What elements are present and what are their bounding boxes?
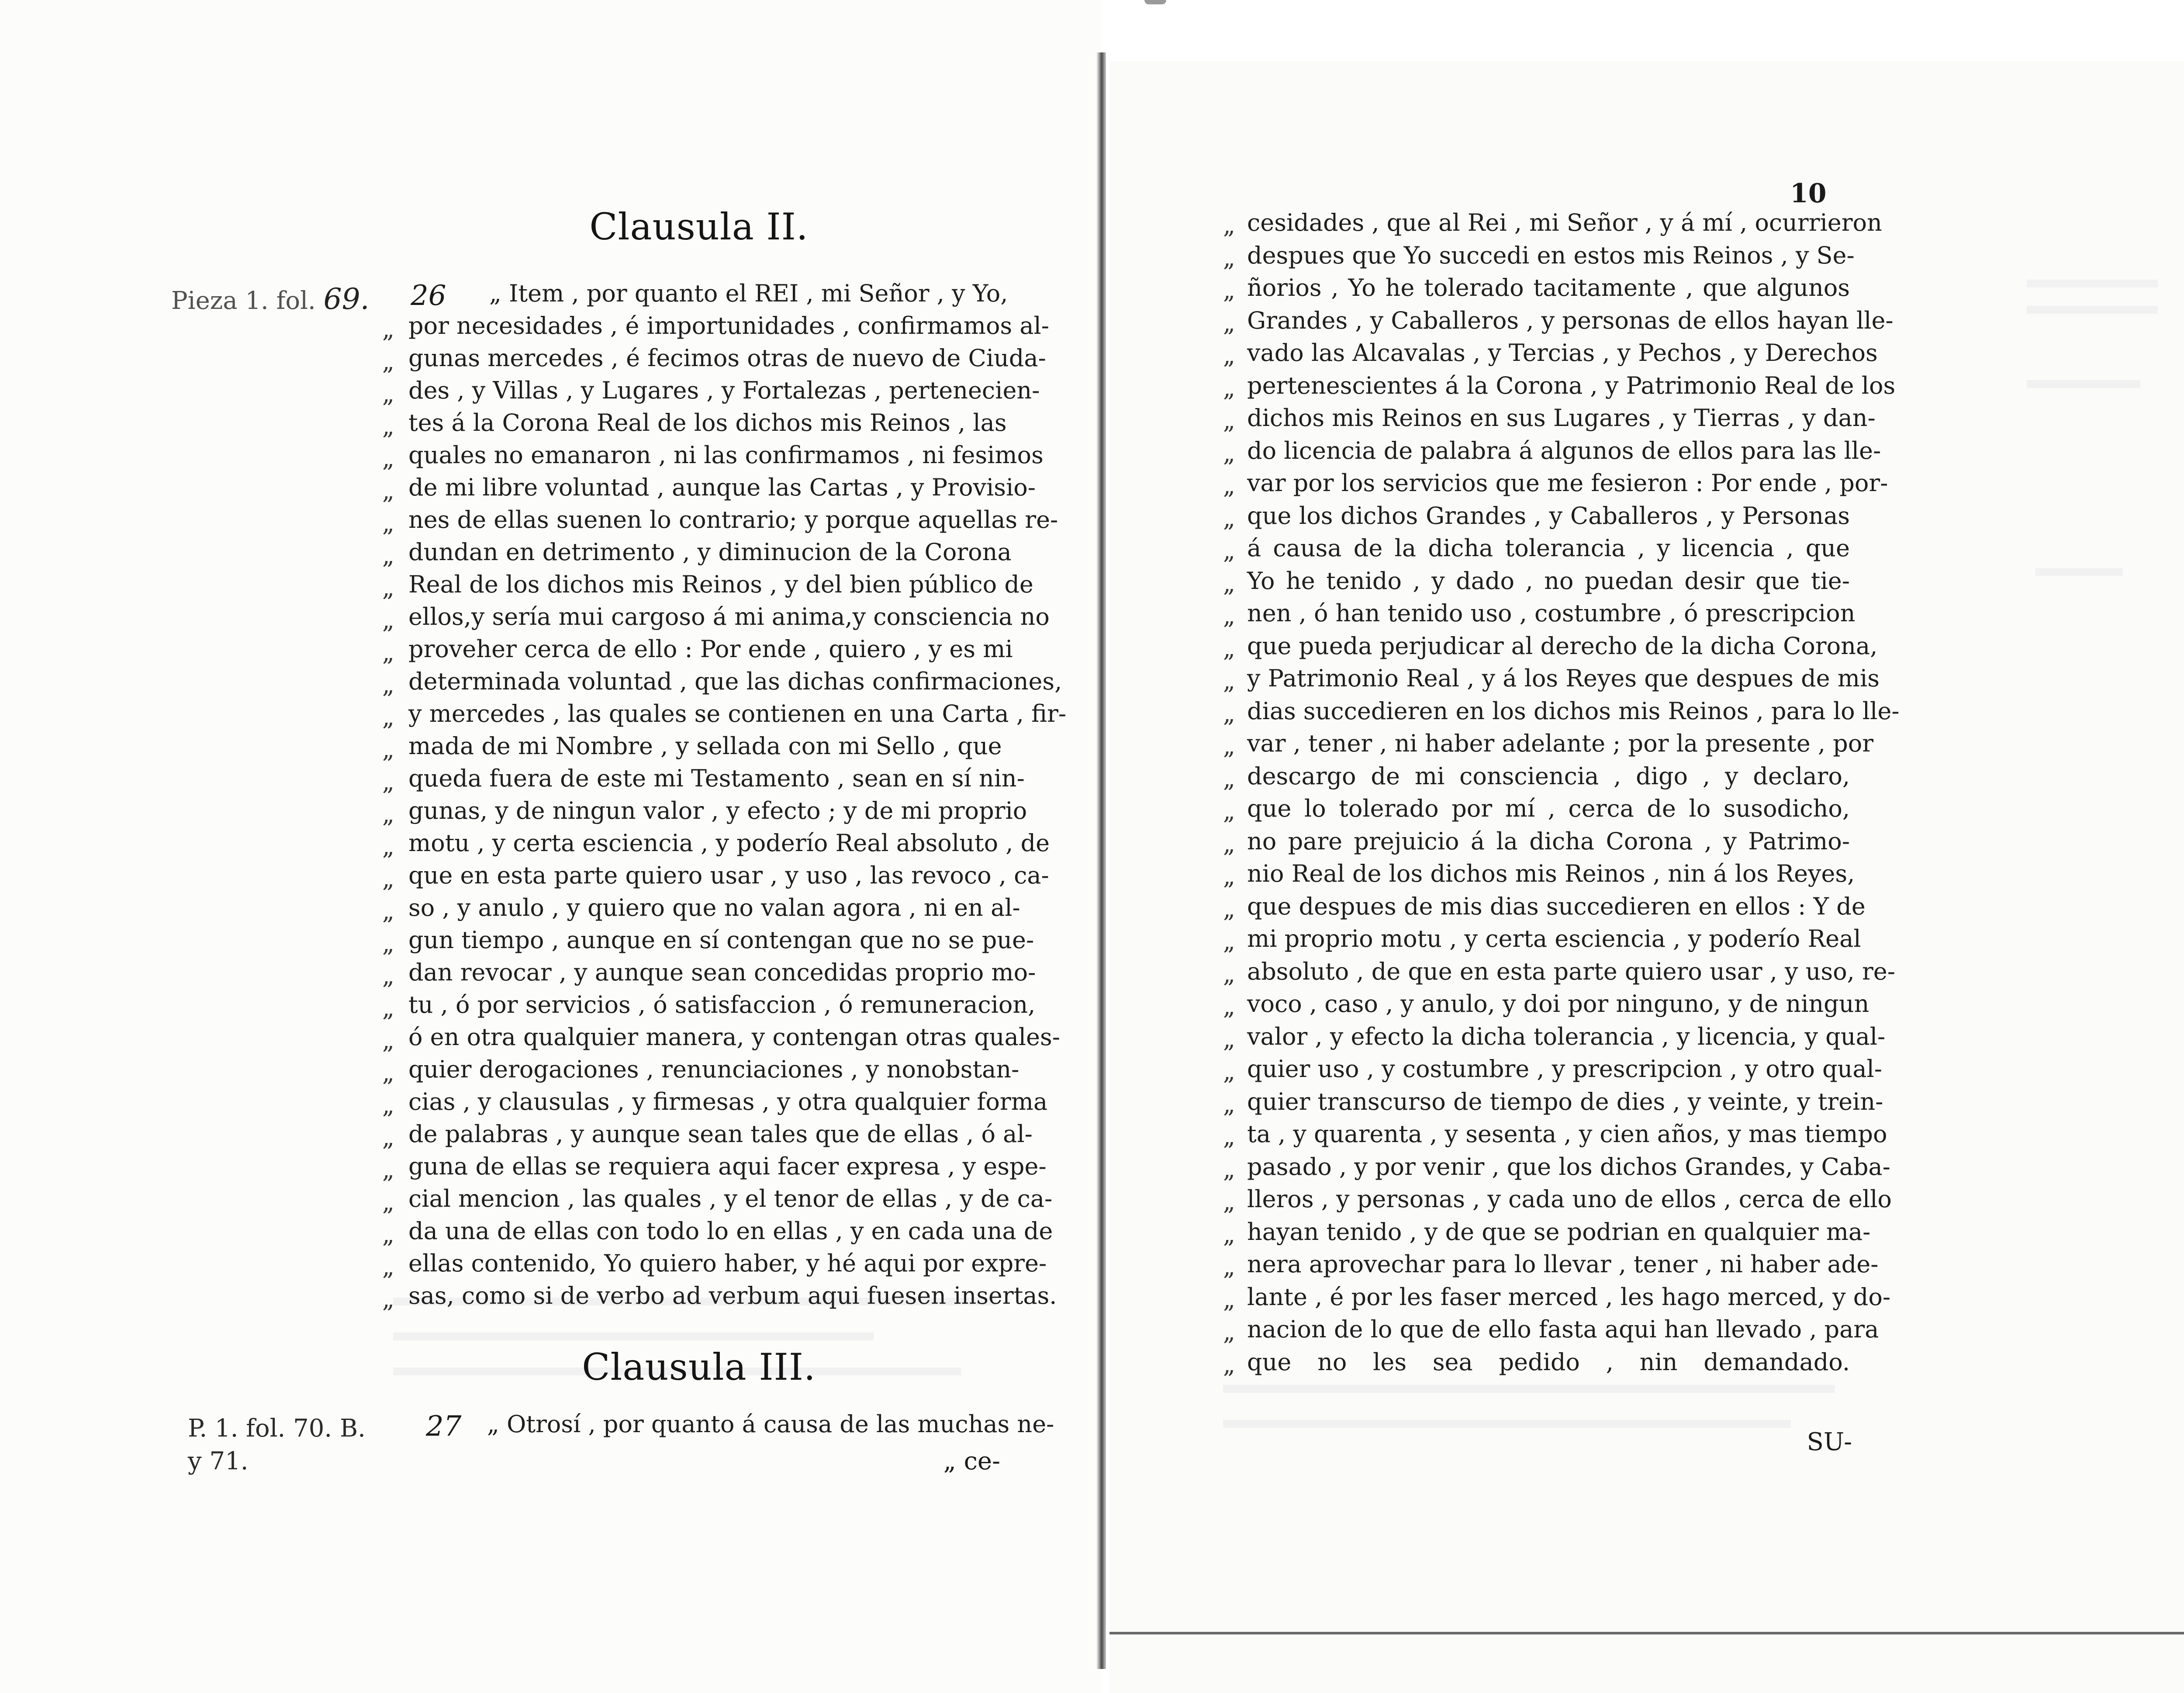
quote-mark: „ — [1223, 895, 1235, 923]
text-line: mi proprio motu , y certa esciencia , y poderío Real — [1247, 925, 1861, 952]
text-line: tes á la Corona Real de los dichos mis Reinos , las — [408, 409, 1007, 436]
text-line: motu , y certa esciencia , y poderío Real absoluto , de — [408, 829, 1050, 857]
bleed-through-mark — [1223, 1385, 1835, 1393]
quote-mark: „ — [382, 1027, 394, 1054]
quote-mark: „ — [382, 833, 394, 860]
quote-mark: „ — [382, 412, 394, 440]
quote-mark: „ — [382, 1059, 394, 1087]
clause-heading-3: Clausula III. — [582, 1346, 816, 1388]
quote-mark: „ — [382, 897, 394, 925]
quote-mark: „ — [382, 1285, 394, 1313]
text-line: y mercedes , las quales se contienen en una Carta , fir- — [408, 700, 1067, 727]
text-line: dias succedieren en los dichos mis Reinos , para lo lle- — [1247, 697, 1900, 725]
quote-mark: „ — [382, 1156, 394, 1184]
quote-mark: „ — [1223, 797, 1235, 825]
quote-mark: „ — [1223, 1318, 1235, 1346]
quote-mark: „ — [1223, 634, 1235, 662]
quote-mark: „ — [1223, 244, 1235, 272]
quote-mark: „ — [1223, 1220, 1235, 1248]
text-line: nera aprovechar para lo llevar , tener , ni haber ade- — [1247, 1250, 1879, 1278]
text-line: nen , ó han tenido uso , costumbre , ó prescripcion — [1247, 599, 1856, 627]
quote-mark: „ — [382, 736, 394, 763]
text-line: por necesidades , é importunidades , confirmamos al- — [408, 312, 1050, 339]
quote-mark: „ — [1223, 1058, 1235, 1085]
text-line: queda fuera de este mi Testamento , sean en sí nin- — [408, 765, 1025, 792]
quote-mark: „ — [382, 703, 394, 731]
quote-mark: „ — [382, 1253, 394, 1281]
quote-mark: „ — [382, 445, 394, 472]
quote-mark: „ — [382, 768, 394, 796]
margin-reference-1 — [171, 280, 370, 321]
quote-mark: „ — [1223, 211, 1235, 239]
quote-mark: „ — [1223, 407, 1235, 434]
text-line: so , y anulo , y quiero que no valan agora , ni en al- — [408, 894, 1020, 921]
margin-reference-folio: 69. — [323, 282, 370, 316]
text-line: nes de ellas suenen lo contrario; y porque aquellas re- — [408, 506, 1058, 533]
text-line: vado las Alcavalas , y Tercias , y Pechos , y Derechos — [1247, 339, 1878, 367]
quote-mark: „ — [382, 865, 394, 893]
quote-mark: „ — [382, 639, 394, 666]
text-line: var , tener , ni haber adelante ; por la presente , por — [1247, 730, 1874, 757]
quote-mark: „ — [382, 671, 394, 699]
text-line: sas, como si de verbo ad verbum aqui fuesen insertas. — [408, 1282, 1057, 1309]
quote-mark: „ — [1223, 960, 1235, 988]
quote-mark: „ — [1223, 1090, 1235, 1118]
text-line: dichos mis Reinos en sus Lugares , y Tierras , y dan- — [1247, 404, 1876, 432]
quote-mark: „ — [1223, 439, 1235, 467]
quote-mark: „ — [382, 542, 394, 569]
text-line: descargo de mi consciencia , digo , y declaro, — [1247, 762, 1850, 790]
text-line: de mi libre voluntad , aunque las Cartas , y Provisio- — [408, 474, 1036, 501]
text-line: y Patrimonio Real , y á los Reyes que despues de mis — [1247, 665, 1880, 692]
text-line: „ Item , por quanto el REI , mi Señor , y Yo, — [489, 280, 1008, 307]
text-line: Real de los dichos mis Reinos , y del bien público de — [408, 571, 1033, 598]
text-line: „ Otrosí , por quanto á causa de las muchas ne- — [487, 1410, 1054, 1438]
text-line: pertenescientes á la Corona , y Patrimonio Real de los — [1247, 371, 1896, 399]
text-line: gunas mercedes , é fecimos otras de nuevo de Ciuda- — [408, 344, 1046, 372]
quote-mark: „ — [382, 994, 394, 1022]
margin-reference-label: Pieza 1. fol. — [171, 287, 316, 315]
text-line: ñorios , Yo he tolerado tacitamente , que algunos — [1247, 274, 1850, 301]
text-line: gunas, y de ningun valor , y efecto ; y de mi proprio — [408, 797, 1027, 824]
quote-mark: „ — [1223, 1253, 1235, 1281]
margin-reference-2-continuation: y 71. — [188, 1447, 249, 1475]
text-line: quier transcurso de tiempo de dies , y veinte, y trein- — [1247, 1087, 1883, 1115]
text-line: absoluto , de que en esta parte quiero usar , y uso, re- — [1247, 957, 1895, 985]
quote-mark: „ — [1223, 830, 1235, 858]
bleed-through-mark — [2027, 280, 2158, 287]
quote-mark: „ — [382, 1124, 394, 1151]
text-line: que pueda perjudicar al derecho de la dicha Corona, — [1247, 632, 1878, 660]
text-line: ó en otra qualquier manera, y contengan otras quales- — [408, 1023, 1060, 1051]
quote-mark: „ — [382, 606, 394, 634]
margin-reference-2: P. 1. fol. 70. B. — [188, 1414, 366, 1443]
text-line: tu , ó por servicios , ó satisfaccion , ó remuneracion, — [408, 991, 1036, 1018]
text-line: dan revocar , y aunque sean concedidas proprio mo- — [408, 959, 1036, 986]
text-line: da una de ellas con todo lo en ellas , y en cada una de — [408, 1217, 1053, 1245]
quote-mark: „ — [1223, 504, 1235, 532]
quote-mark: „ — [382, 1091, 394, 1119]
quote-mark: „ — [1223, 667, 1235, 695]
quote-mark: „ — [382, 509, 394, 537]
text-line: nacion de lo que de ello fasta aqui han llevado , para — [1247, 1316, 1879, 1343]
quote-mark: „ — [382, 1188, 394, 1216]
text-line: gun tiempo , aunque en sí contengan que no se pue- — [408, 926, 1034, 954]
text-line: quales no emanaron , ni las confirmamos , ni fesimos — [408, 441, 1044, 469]
text-line: á causa de la dicha tolerancia , y licencia , que — [1247, 534, 1850, 562]
quote-mark: „ — [1223, 472, 1235, 499]
paragraph-number-27: 27 — [426, 1410, 462, 1443]
text-line: ta , y quarenta , y sesenta , y cien años, y mas tiempo — [1247, 1120, 1887, 1148]
text-line: Yo he tenido , y dado , no puedan desir que tie- — [1247, 567, 1850, 595]
quote-mark: „ — [382, 380, 394, 408]
text-line: voco , caso , y anulo, y doi por ninguno, y de ningun — [1247, 990, 1870, 1018]
bleed-through-mark — [2027, 306, 2158, 314]
text-line: lleros , y personas , y cada uno de ellos , cerca de ello — [1247, 1185, 1892, 1213]
quote-mark: „ — [1223, 602, 1235, 630]
text-line: no pare prejuicio á la dicha Corona , y Patrimo- — [1247, 827, 1850, 855]
quote-mark: „ — [1223, 928, 1235, 955]
quote-mark: „ — [1223, 1350, 1235, 1378]
text-line: ellos,y sería mui cargoso á mi anima,y consciencia no — [408, 603, 1050, 630]
quote-mark: „ — [382, 315, 394, 343]
text-line: lante , é por les faser merced , les hago merced, y do- — [1247, 1283, 1891, 1311]
text-line: nio Real de los dichos mis Reinos , nin á los Reyes, — [1247, 860, 1855, 887]
catchword-right: SU- — [1807, 1428, 1852, 1456]
text-line: mada de mi Nombre , y sellada con mi Sello , que — [408, 732, 1002, 760]
text-line: cias , y clausulas , y firmesas , y otra qualquier forma — [408, 1088, 1048, 1115]
text-line: quier uso , y costumbre , y prescripcion , y otro qual- — [1247, 1055, 1883, 1083]
text-line: que los dichos Grandes , y Caballeros , y Personas — [1247, 502, 1850, 530]
quote-mark: „ — [1223, 1285, 1235, 1313]
quote-mark: „ — [1223, 309, 1235, 337]
text-line: dundan en detrimento , y diminucion de la Corona — [408, 538, 1012, 566]
text-line: de palabras , y aunque sean tales que de ellas , ó al- — [408, 1120, 1033, 1148]
quote-mark: „ — [1223, 1188, 1235, 1215]
text-line: valor , y efecto la dicha tolerancia , y licencia, y qual- — [1247, 1022, 1886, 1050]
text-line: quier derogaciones , renunciaciones , y nonobstan- — [408, 1056, 1019, 1083]
quote-mark: „ — [1223, 862, 1235, 890]
quote-mark: „ — [1223, 1123, 1235, 1150]
text-line: pasado , y por venir , que los dichos Grandes, y Caba- — [1247, 1153, 1890, 1181]
page-bottom-edge — [1109, 1632, 2184, 1634]
quote-mark: „ — [1223, 765, 1235, 793]
top-edge-mark — [1144, 0, 1166, 4]
quote-mark: „ — [382, 348, 394, 375]
quote-mark: „ — [1223, 342, 1235, 369]
quote-mark: „ — [1223, 374, 1235, 402]
text-line: proveher cerca de ello : Por ende , quiero , y es mi — [408, 635, 1013, 663]
text-line: cesidades , que al Rei , mi Señor , y á mí , ocurrieron — [1247, 209, 1882, 236]
quote-mark: „ — [382, 1221, 394, 1248]
text-line: do licencia de palabra á algunos de ellos para las lle- — [1247, 436, 1881, 464]
bleed-through-mark — [1223, 1420, 1791, 1428]
text-line: var por los servicios que me fesieron : Por ende , por- — [1247, 469, 1888, 497]
text-line: guna de ellas se requiera aqui facer expresa , y espe- — [408, 1153, 1047, 1180]
bleed-through-mark — [2035, 568, 2123, 576]
text-line: despues que Yo succedi en estos mis Reinos , y Se- — [1247, 241, 1855, 269]
quote-mark: „ — [1223, 277, 1235, 304]
text-line: determinada voluntad , que las dichas confirmaciones, — [408, 668, 1062, 695]
quote-mark: „ — [1223, 732, 1235, 760]
quote-mark: „ — [382, 574, 394, 602]
quote-mark: „ — [1223, 993, 1235, 1020]
clause-heading-2: Clausula II. — [589, 205, 809, 248]
book-gutter — [1096, 52, 1106, 1669]
text-line: des , y Villas , y Lugares , y Fortalezas , pertenecien- — [408, 377, 1040, 404]
paragraph-number-26: 26 — [411, 280, 446, 312]
quote-mark: „ — [1223, 1025, 1235, 1053]
text-line: que no les sea pedido , nin demandado. — [1247, 1348, 1850, 1376]
catchword-left: „ ce- — [943, 1447, 1000, 1475]
text-line: cial mencion , las quales , y el tenor de ellas , y de ca- — [408, 1185, 1053, 1212]
quote-mark: „ — [382, 477, 394, 505]
text-line: que despues de mis dias succedieren en ellos : Y de — [1247, 892, 1866, 920]
text-line: ellas contenido, Yo quiero haber, y hé aqui por expre- — [408, 1250, 1047, 1277]
text-line: que en esta parte quiero usar , y uso , las revoco , ca- — [408, 862, 1049, 889]
text-line: hayan tenido , y de que se podrian en qualquier ma- — [1247, 1218, 1871, 1246]
text-line: Grandes , y Caballeros , y personas de ellos hayan lle- — [1247, 306, 1894, 334]
bleed-through-mark — [2027, 380, 2140, 388]
quote-mark: „ — [382, 962, 394, 990]
quote-mark: „ — [382, 930, 394, 957]
bleed-through-mark — [393, 1333, 874, 1340]
page-number: 10 — [1790, 178, 1827, 209]
quote-mark: „ — [382, 800, 394, 828]
quote-mark: „ — [1223, 537, 1235, 564]
text-line: que lo tolerado por mí , cerca de lo susodicho, — [1247, 795, 1850, 822]
quote-mark: „ — [1223, 569, 1235, 597]
quote-mark: „ — [1223, 1155, 1235, 1183]
quote-mark: „ — [1223, 699, 1235, 727]
